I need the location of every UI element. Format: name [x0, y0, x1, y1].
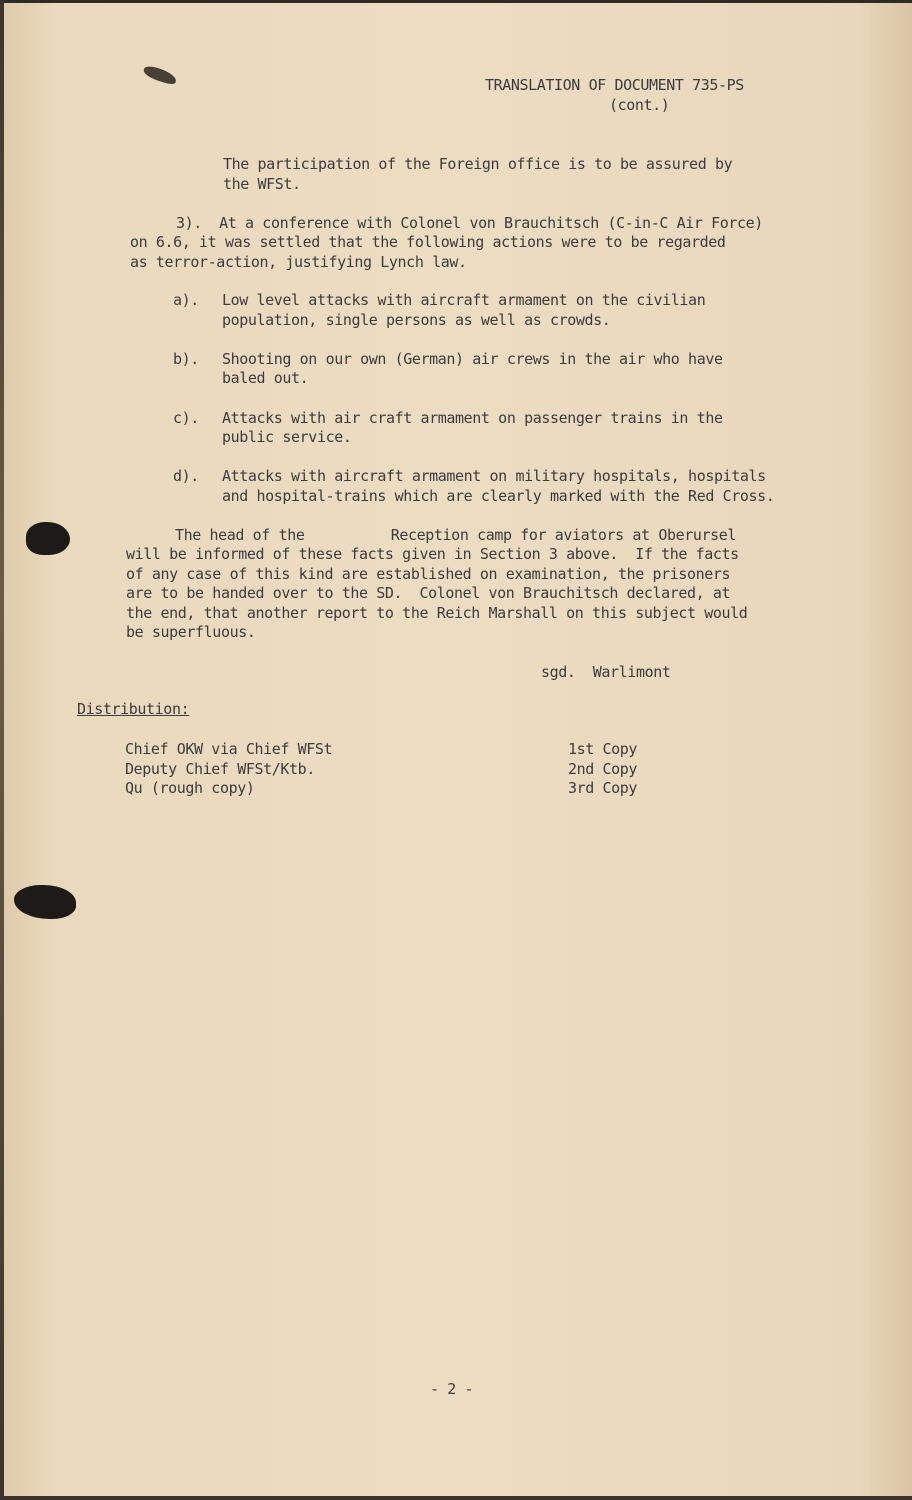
closing-line: of any case of this kind are established on examination, the prisoners	[126, 565, 731, 583]
page-bottom-edge	[0, 1496, 912, 1500]
item-marker: c).	[173, 409, 199, 427]
signature: sgd. Warlimont	[541, 663, 671, 681]
punch-hole-mark	[14, 885, 76, 919]
document-title: TRANSLATION OF DOCUMENT 735-PS	[485, 76, 744, 94]
distribution-label: Distribution:	[77, 700, 190, 718]
item-text: public service.	[222, 428, 352, 446]
closing-line: be superfluous.	[126, 623, 256, 641]
item-text: Attacks with air craft armament on passenger trains in the	[222, 409, 723, 427]
item-text: Shooting on our own (German) air crews in the air who have	[222, 350, 723, 368]
section3-line: 3). At a conference with Colonel von Brauchitsch (C-in-C Air Force)	[176, 214, 763, 232]
closing-line: The head of the Reception camp for aviators at Oberursel	[175, 526, 736, 544]
item-text: population, single persons as well as crowds.	[222, 311, 611, 329]
section3-line: on 6.6, it was settled that the following actions were to be regarded	[130, 233, 726, 251]
item-marker: a).	[173, 291, 199, 309]
item-marker: d).	[173, 467, 199, 485]
distribution-recipient: Deputy Chief WFSt/Ktb.	[125, 760, 315, 778]
intro-line: the WFSt.	[223, 175, 301, 193]
item-marker: b).	[173, 350, 199, 368]
closing-line: the end, that another report to the Reich Marshall on this subject would	[126, 604, 748, 622]
page-top-edge	[0, 0, 912, 3]
ink-smudge	[142, 64, 178, 86]
page-left-edge	[0, 0, 4, 1500]
distribution-recipient: Qu (rough copy)	[125, 779, 255, 797]
distribution-copy: 1st Copy	[568, 740, 638, 758]
page-number: - 2 -	[430, 1380, 474, 1398]
closing-line: are to be handed over to the SD. Colonel von Brauchitsch declared, at	[126, 584, 731, 602]
item-text: baled out.	[222, 369, 309, 387]
continuation-note: (cont.)	[609, 96, 670, 114]
item-text: Attacks with aircraft armament on military hospitals, hospitals	[222, 467, 766, 485]
section3-line: as terror-action, justifying Lynch law.	[130, 253, 467, 271]
distribution-recipient: Chief OKW via Chief WFSt	[125, 740, 333, 758]
distribution-copy: 3rd Copy	[568, 779, 638, 797]
item-text: Low level attacks with aircraft armament on the civilian	[222, 291, 706, 309]
closing-line: will be informed of these facts given in Section 3 above. If the facts	[126, 545, 739, 563]
distribution-copy: 2nd Copy	[568, 760, 638, 778]
intro-line: The participation of the Foreign office is to be assured by	[223, 155, 733, 173]
punch-hole-mark	[26, 522, 70, 555]
item-text: and hospital-trains which are clearly marked with the Red Cross.	[222, 487, 775, 505]
